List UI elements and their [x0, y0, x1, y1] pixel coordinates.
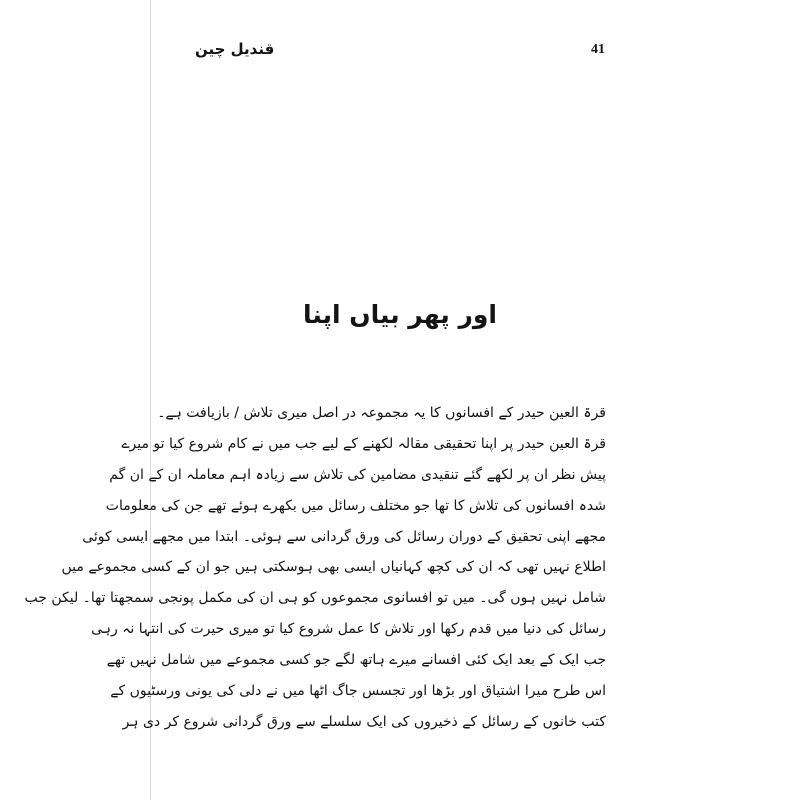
text-line: رسائل کی دنیا میں قدم رکھا اور تلاش کا عمل شروع کیا تو میری حیرت کی انتہا نہ رہی — [91, 621, 606, 638]
text-line: قرۃ العین حیدر کے افسانوں کا یہ مجموعہ در اصل میری تلاش / بازیافت ہے۔ — [157, 405, 606, 421]
text-line: قرۃ العین حیدر پر اپنا تحقیقی مقالہ لکھنے کے لیے جب میں نے کام شروع کیا تو میرے — [121, 435, 606, 452]
text-line: جب ایک کے بعد ایک کئی افسانے میرے ہاتھ لگے جو کسی مجموعے میں شامل نہیں تھے — [106, 652, 606, 669]
text-line: اس طرح میرا اشتیاق اور بڑھا اور تجسس جاگ اٹھا میں نے دلی کی یونی ورسٹیوں کے — [110, 683, 606, 700]
body-text — [24, 398, 606, 738]
text-line: شامل نہیں ہوں گی۔ میں تو افسانوی مجموعوں کو ہی ان کی مکمل پونجی سمجھتا تھا۔ لیکن جب — [24, 590, 606, 607]
running-header — [195, 40, 605, 68]
running-title: قندیل چین — [195, 40, 275, 58]
text-line: شدہ افسانوں کی تلاش کا تھا جو مختلف رسائل میں بکھرے ہوئے تھے جن کی معلومات — [105, 497, 606, 514]
text-line: مجھے اپنی تحقیق کے دوران رسائل کی ورق گردانی سے ہوئی۔ ابتدا میں مجھے ایسی کوئی — [82, 528, 606, 545]
page-number: 41 — [591, 42, 605, 57]
text-line: اطلاع نہیں تھی کہ ان کی کچھ کہانیاں ایسی بھی ہوسکتی ہیں جو ان کے کسی مجموعے میں — [61, 559, 606, 576]
text-line: کتب خانوں کے رسائل کے ذخیروں کی ایک سلسلے سے ورق گردانی شروع کر دی ہر — [122, 713, 606, 730]
text-line: پیش نظر ان پر لکھے گئے تنقیدی مضامین کی تلاش سے زیادہ اہم معاملہ ان کے ان گم — [109, 466, 606, 483]
chapter-title: اور پھر بیاں اپنا — [303, 300, 497, 329]
